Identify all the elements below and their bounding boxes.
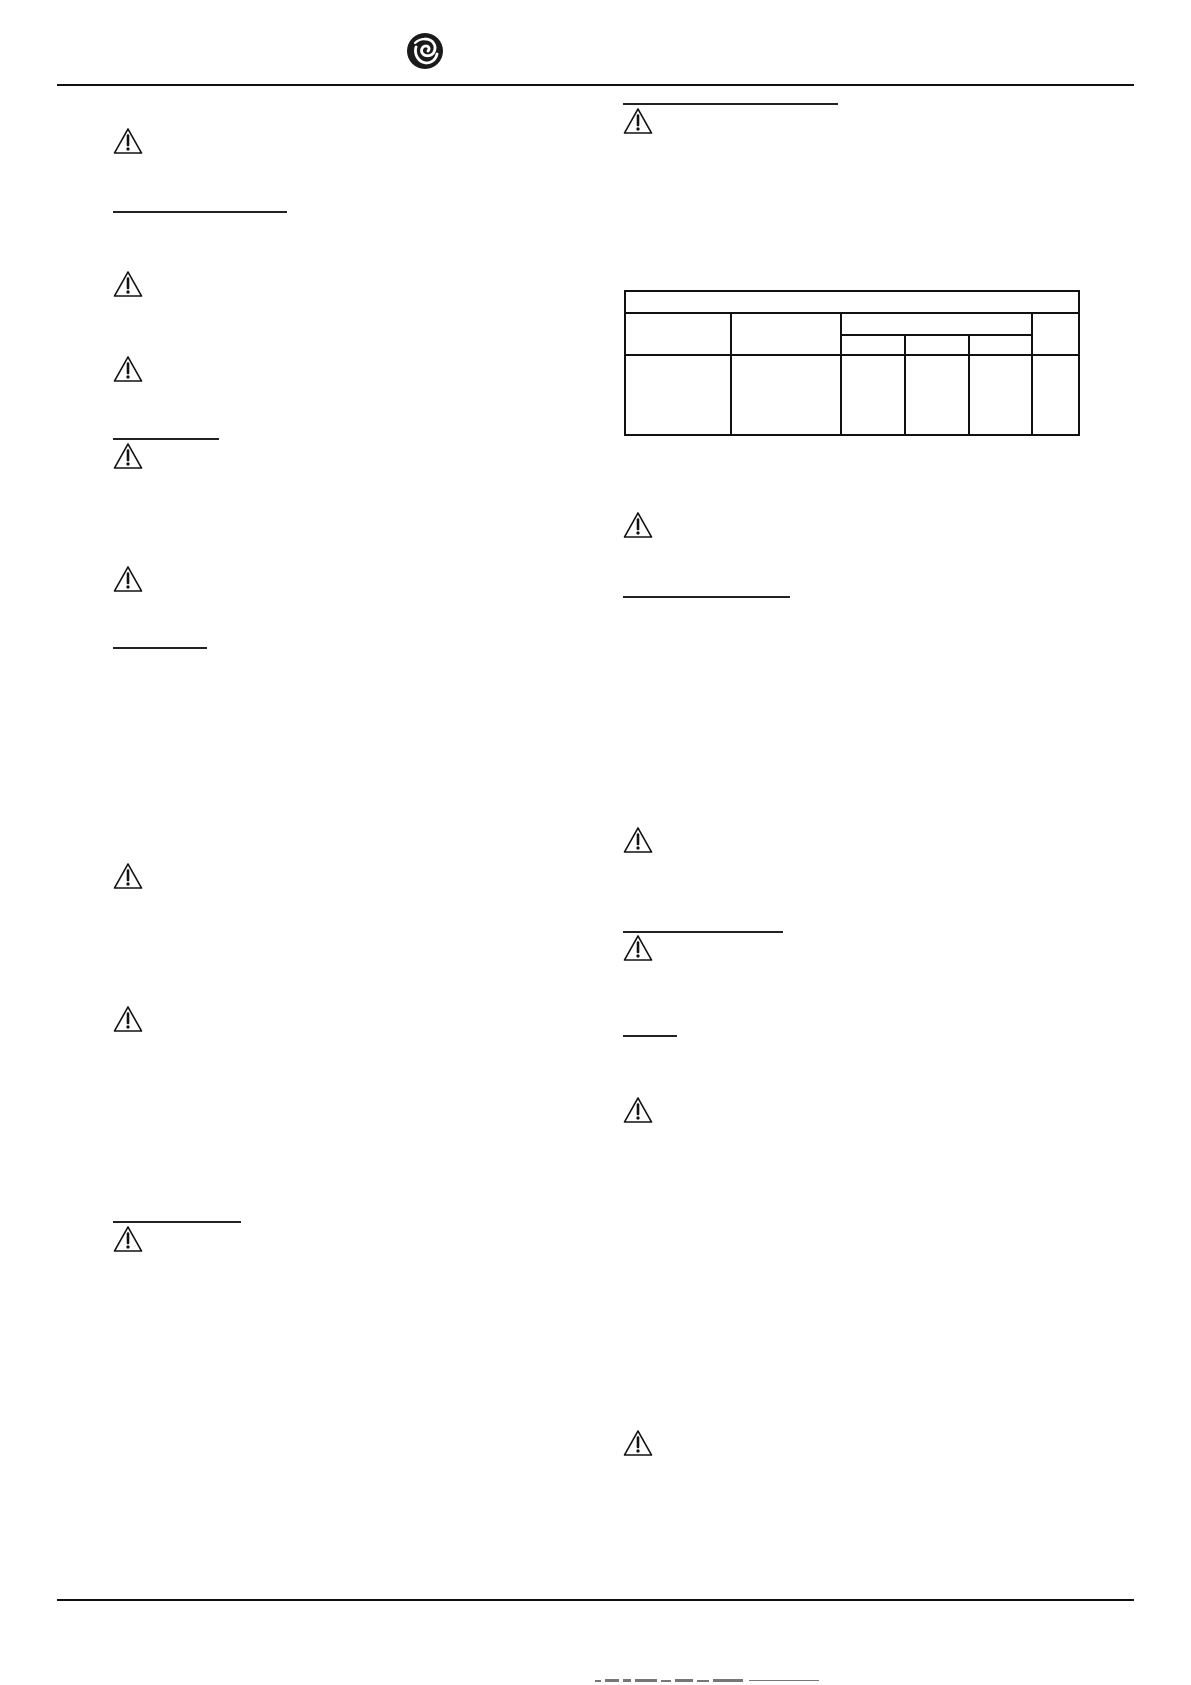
warning-triangle-icon: [113, 1225, 143, 1253]
warning-triangle-icon: [113, 1005, 143, 1033]
table-cell: [731, 355, 841, 435]
warning-triangle-icon: [113, 270, 143, 298]
table-subheader-cell: [841, 335, 905, 355]
table-cell: [905, 355, 969, 435]
warning-triangle-icon: [623, 107, 653, 135]
spec-table: [624, 290, 1080, 436]
warning-triangle-icon: [113, 862, 143, 890]
table-row: [625, 355, 1079, 435]
section-heading-underline: [623, 103, 838, 105]
table-header-cell: [841, 313, 1032, 335]
swirl-logo-icon: [406, 32, 444, 70]
footer-print-marks: [595, 1678, 855, 1684]
table-header-cell: [1032, 313, 1079, 355]
table-subheader-cell: [905, 335, 969, 355]
section-heading-underline: [113, 438, 219, 440]
warning-triangle-icon: [113, 127, 143, 155]
section-heading-underline: [623, 931, 783, 933]
warning-triangle-icon: [113, 442, 143, 470]
table-cell: [969, 355, 1032, 435]
warning-triangle-icon: [623, 1096, 653, 1124]
table-cell: [841, 355, 905, 435]
table-cell: [625, 355, 731, 435]
section-heading-underline: [113, 1221, 241, 1223]
table-header-row: [625, 313, 1079, 335]
section-heading-underline: [113, 647, 207, 649]
header-rule: [57, 84, 1134, 86]
warning-triangle-icon: [113, 565, 143, 593]
table-header-cell: [731, 313, 841, 355]
section-heading-underline: [623, 596, 790, 598]
warning-triangle-icon: [623, 1429, 653, 1457]
section-heading-underline: [113, 211, 287, 213]
table-cell: [1032, 355, 1079, 435]
warning-triangle-icon: [113, 355, 143, 383]
table-title-row: [625, 291, 1079, 313]
table-subheader-cell: [969, 335, 1032, 355]
table-header-cell: [625, 313, 731, 355]
section-heading-underline: [623, 1035, 677, 1037]
table-title-cell: [625, 291, 1079, 313]
warning-triangle-icon: [623, 511, 653, 539]
warning-triangle-icon: [623, 934, 653, 962]
warning-triangle-icon: [623, 826, 653, 854]
footer-rule: [57, 1599, 1134, 1601]
